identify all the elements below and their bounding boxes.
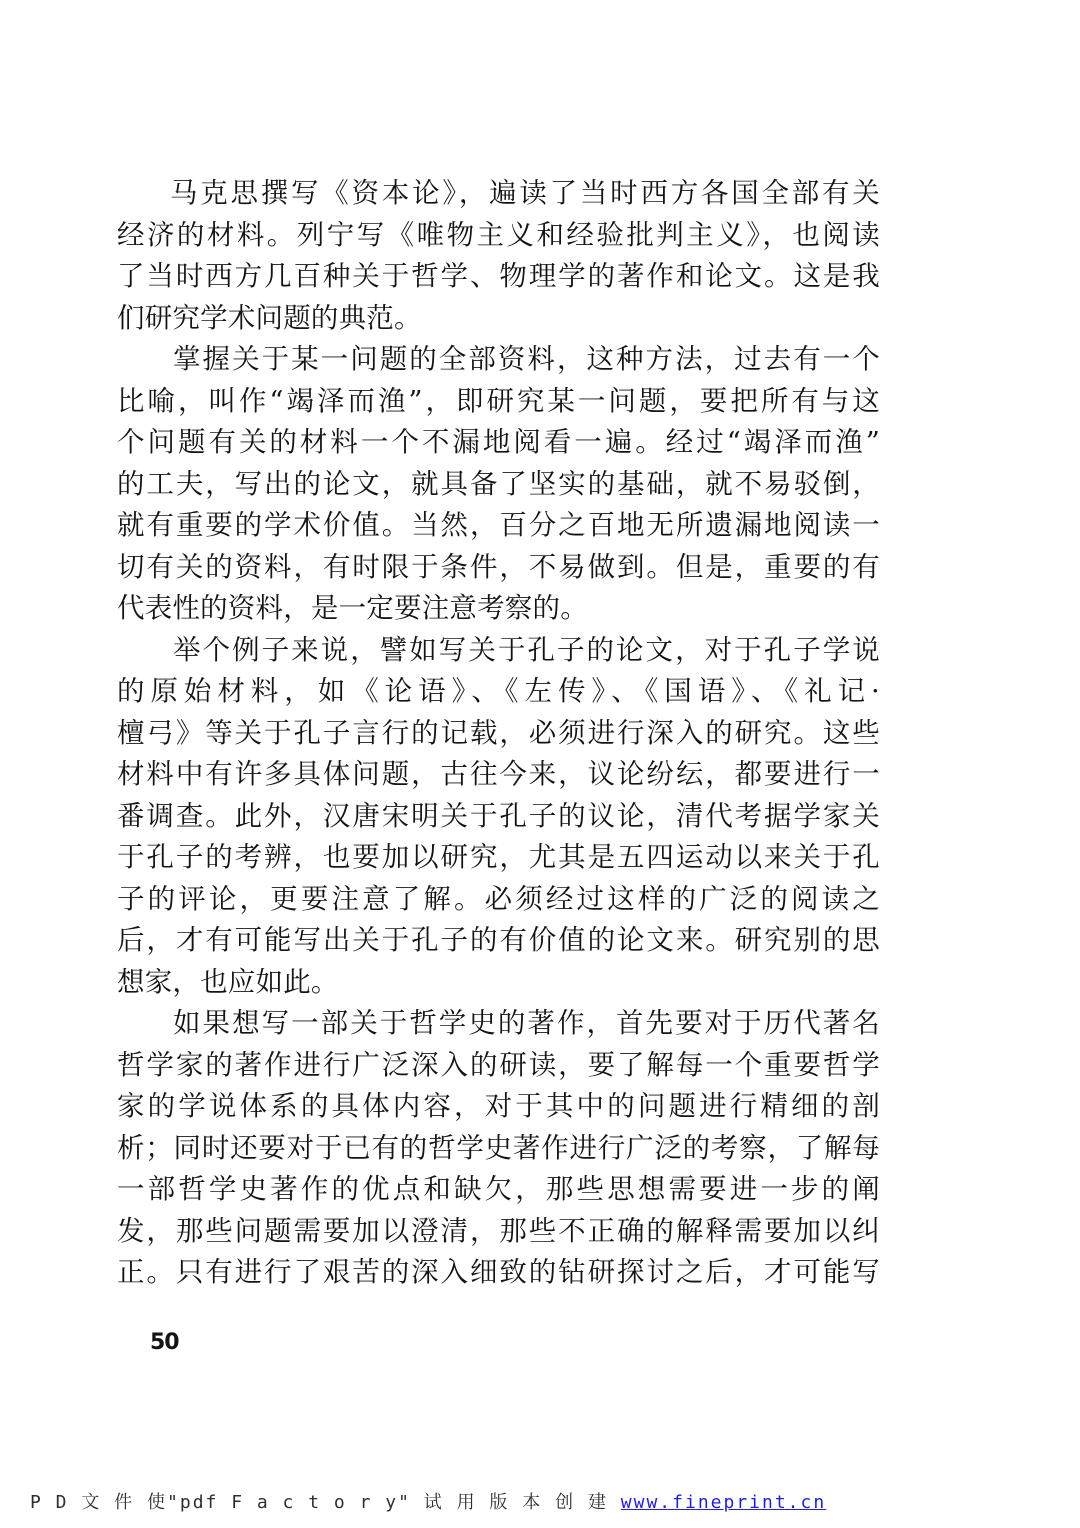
text-line: 经济的材料。列宁写《唯物主义和经验批判主义》，也阅读 — [117, 218, 880, 251]
text-line: 想家，也应如此。 — [117, 965, 339, 998]
text-line: 的原始材料，如《论语》、《左传》、《国语》、《礼记· — [117, 675, 880, 707]
page-number: 50 — [150, 1330, 179, 1355]
watermark-link[interactable]: www.fineprint.cn — [620, 1492, 827, 1513]
text-line: 的工夫，写出的论文，就具备了坚实的基础，就不易驳倒， — [117, 467, 880, 500]
text-line: 于孔子的考辨，也要加以研究，尤其是五四运动以来关于孔 — [117, 841, 880, 873]
text-line: 了当时西方几百种关于哲学、物理学的著作和论文。这是我 — [117, 260, 880, 292]
text-line: 掌握关于某一问题的全部资料，这种方法，过去有一个 — [173, 343, 880, 375]
text-line: 后，才有可能写出关于孔子的有价值的论文来。研究别的思 — [117, 924, 880, 956]
text-line: 们研究学术问题的典范。 — [117, 301, 422, 334]
text-line: 析；同时还要对于已有的哲学史著作进行广泛的考察，了解每 — [117, 1131, 880, 1164]
text-line: 举个例子来说，譬如写关于孔子的论文，对于孔子学说 — [173, 633, 880, 666]
text-line: 如果想写一部关于哲学史的著作，首先要对于历代著名 — [173, 1007, 880, 1039]
text-line: 檀弓》等关于孔子言行的记载，必须进行深入的研究。这些 — [117, 716, 880, 749]
pdf-watermark — [30, 1488, 826, 1514]
text-line: 子的评论，更要注意了解。必须经过这样的广泛的阅读之 — [117, 882, 880, 915]
text-line: 家的学说体系的具体内容，对于其中的问题进行精细的剖 — [117, 1090, 880, 1122]
text-line: 发，那些问题需要加以澄清，那些不正确的解释需要加以纠 — [117, 1214, 880, 1247]
text-line: 个问题有关的材料一个不漏地阅看一遍。经过“竭泽而渔” — [117, 426, 880, 458]
text-line: 代表性的资料，是一定要注意考察的。 — [117, 592, 588, 624]
text-line: 番调查。此外，汉唐宋明关于孔子的议论，清代考据学家关 — [117, 799, 880, 832]
text-line: 切有关的资料，有时限于条件，不易做到。但是，重要的有 — [117, 550, 880, 583]
text-line: 一部哲学史著作的优点和缺欠，那些思想需要进一步的阐 — [117, 1173, 880, 1205]
text-line: 比喻，叫作“竭泽而渔”，即研究某一问题，要把所有与这 — [117, 384, 880, 417]
watermark-text: P D 文 件 使"pdf F a c t o r y" 试 用 版 本 创 建 — [30, 1492, 608, 1513]
text-line: 马克思撰写《资本论》，遍读了当时西方各国全部有关 — [170, 177, 880, 209]
text-line: 就有重要的学术价值。当然，百分之百地无所遗漏地阅读一 — [117, 509, 880, 541]
body-text — [117, 173, 880, 1294]
text-line: 正。只有进行了艰苦的深入细致的钻研探讨之后，才可能写 — [117, 1256, 880, 1288]
text-line: 哲学家的著作进行广泛深入的研读，要了解每一个重要哲学 — [117, 1048, 880, 1081]
text-line: 材料中有许多具体问题，古往今来，议论纷纭，都要进行一 — [117, 758, 880, 790]
